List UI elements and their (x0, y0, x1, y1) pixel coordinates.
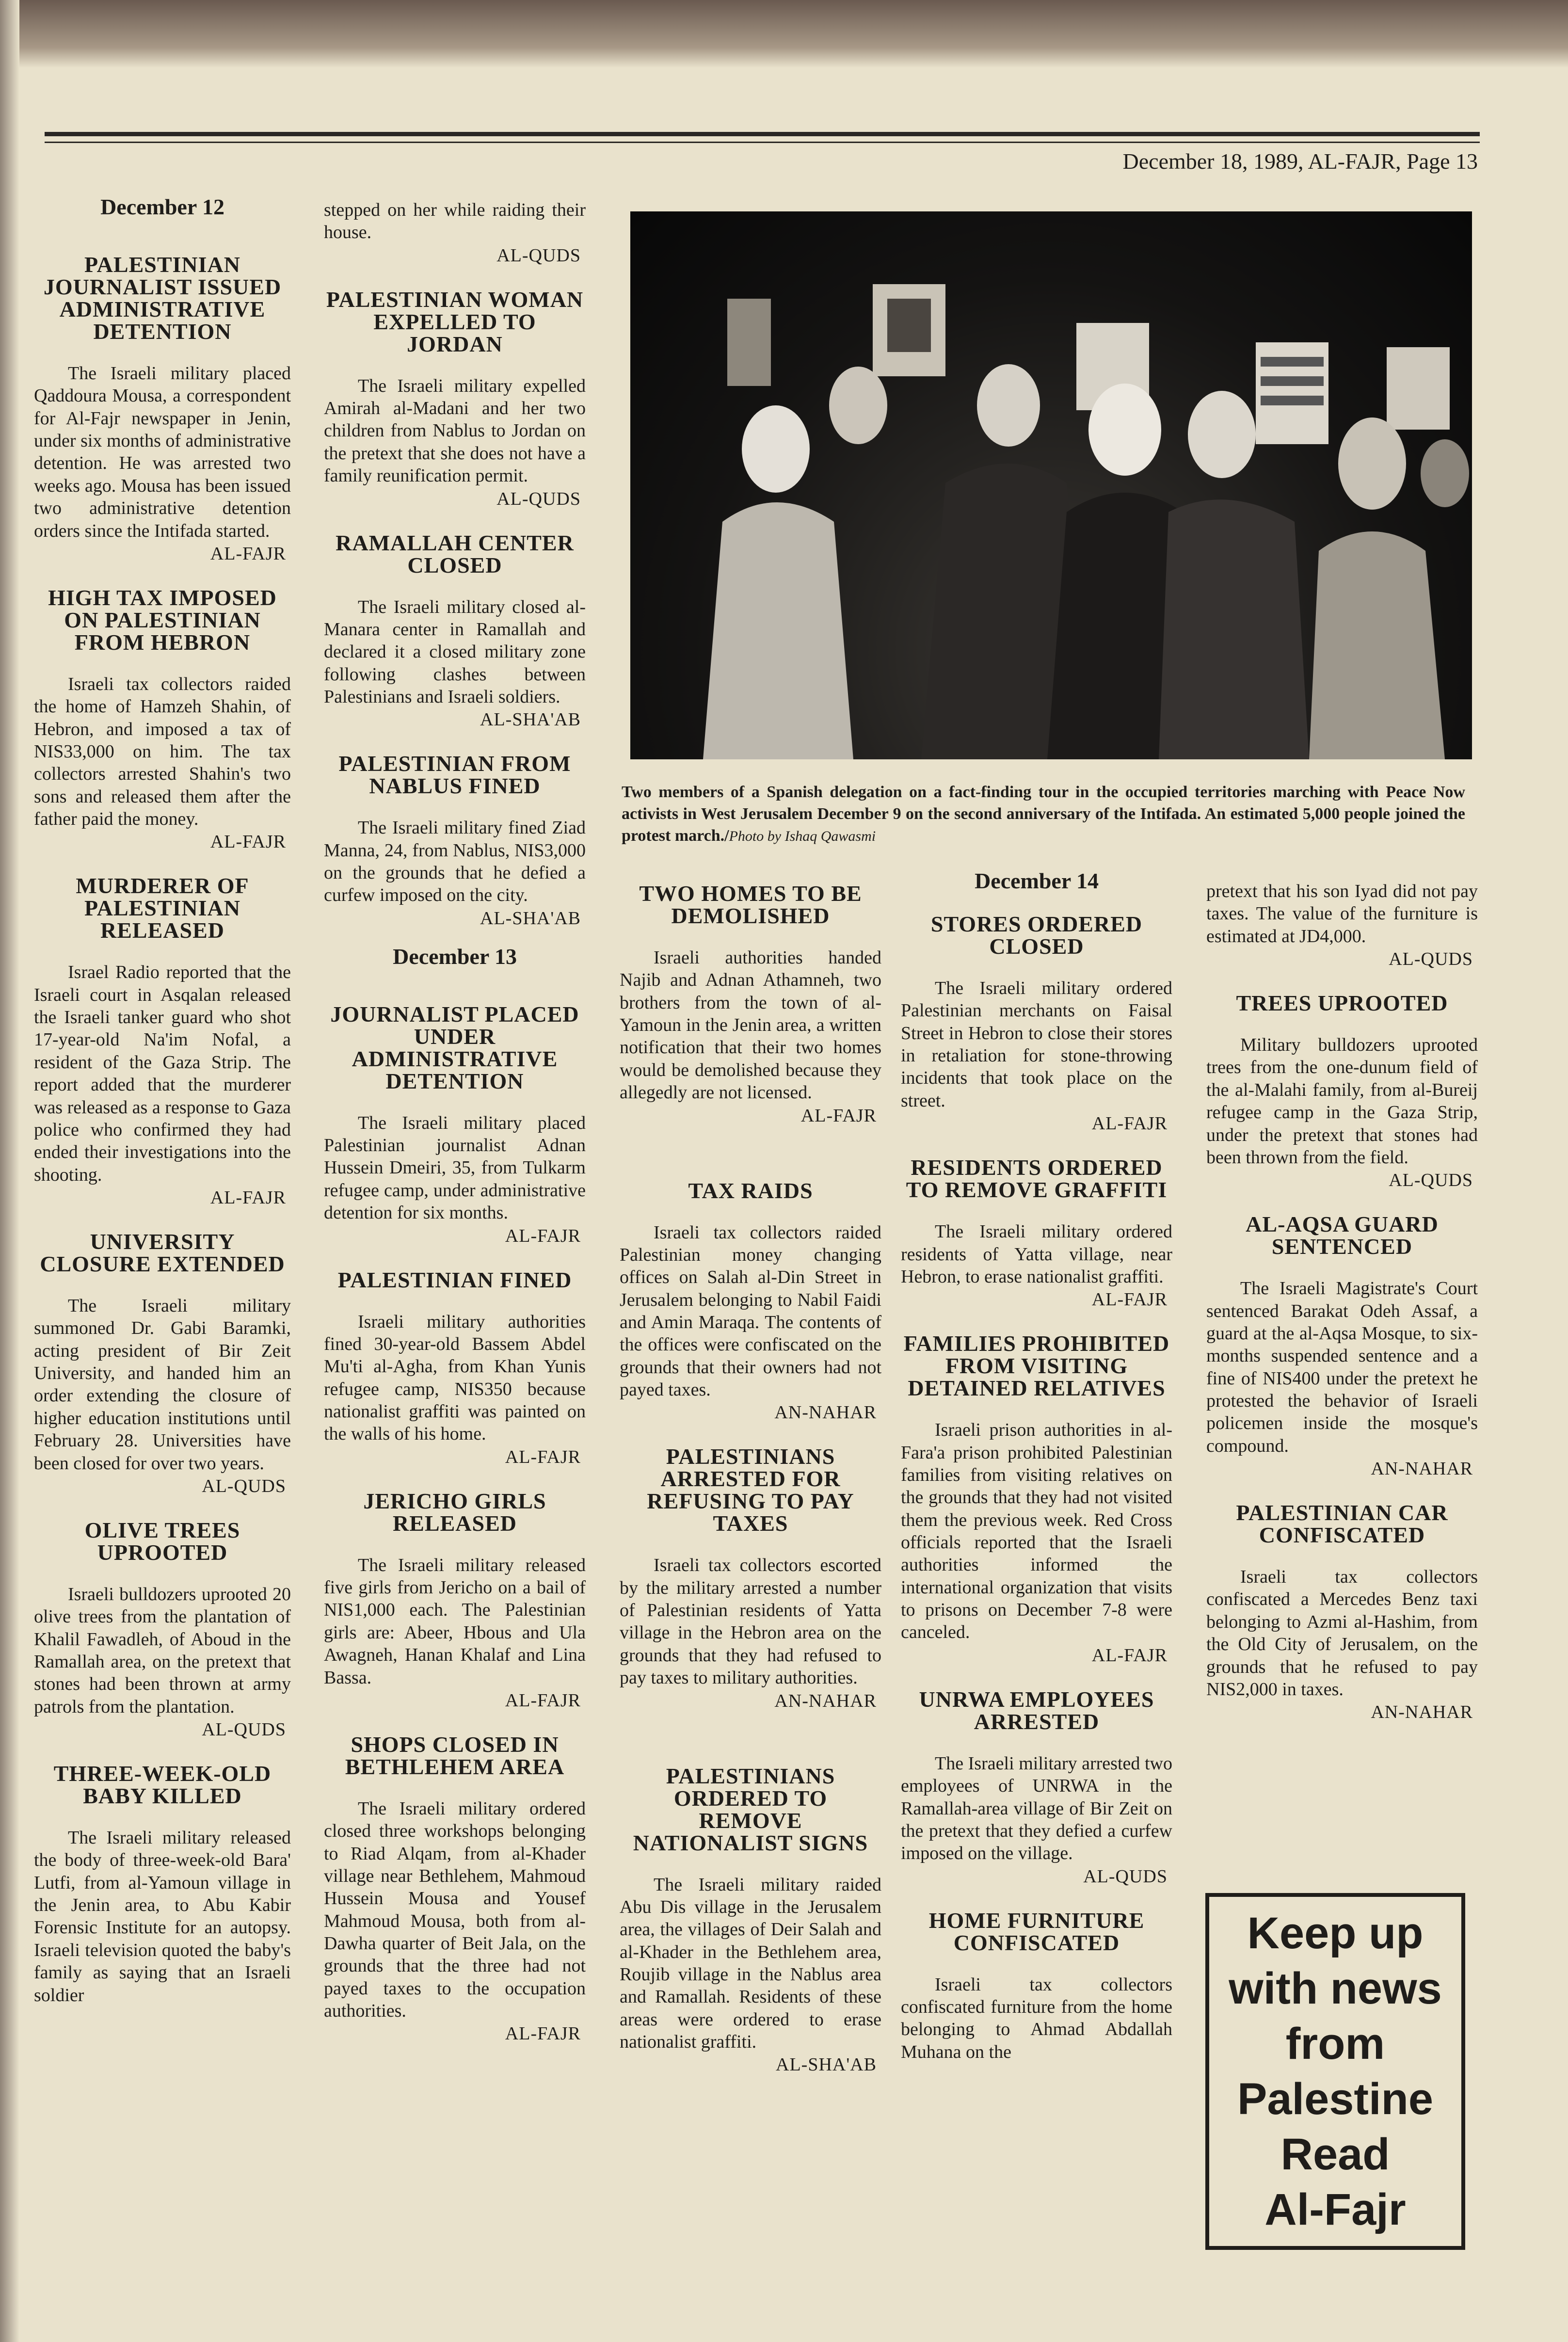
article-source: AL-FAJR (505, 2023, 581, 2044)
headline: HOME FURNITURE CONFISCATED (928, 1908, 1145, 1955)
ad-line: Keep up (1247, 1908, 1424, 1958)
ad-line: Palestine (1237, 2074, 1433, 2124)
article-source: AL-QUDS (1389, 1170, 1473, 1191)
headline: RESIDENTS ORDERED TO REMOVE GRAFFITI (906, 1155, 1168, 1203)
article-body: The Israeli military placed Palestinian journalist Adnan Hussein Dmeiri, 35, from Tulkarm refugee camp, under administrative detention for six months. (324, 1112, 586, 1223)
article-source: AL-FAJR (1091, 1289, 1168, 1310)
article-source: AL-SHA'AB (480, 709, 581, 730)
headline: PALESTINIANS ORDERED TO REMOVE NATIONALIST SIGNS (633, 1763, 868, 1855)
headline: PALESTINIAN CAR CONFISCATED (1236, 1500, 1448, 1548)
article-source: AL-FAJR (505, 1225, 581, 1246)
article-body: The Israeli military raided Abu Dis village in the Jerusalem area, the villages of Deir Salah and al-Khader in the Bethlehem area, Roujib village in the Nablus area and Ramallah. Residents of these areas were ordered to erase nationalist graffiti. (620, 1874, 881, 2053)
ad-line: Read (1280, 2130, 1390, 2180)
section-date: December 13 (393, 944, 517, 969)
page-top-edge (0, 0, 1568, 68)
headline: PALESTINIAN FROM NABLUS FINED (338, 751, 571, 799)
article-source: AL-QUDS (1083, 1866, 1168, 1887)
header-rule (45, 132, 1480, 136)
article-body: Israel Radio reported that the Israeli court in Asqalan released the Israeli tanker guard who shot 17-year-old Na'im Nofal, a resident of the Gaza Strip. The report added that the murderer was released as a response to Gaza police who confirmed they had ended their investigations into the shooting. (34, 962, 291, 1185)
article-body: The Israeli military ordered residents of Yatta village, near Hebron, to erase nationalist graffiti. (901, 1221, 1172, 1287)
al-fajr-ad-box (1205, 1893, 1465, 2250)
headline: AL-AQSA GUARD SENTENCED (1246, 1212, 1439, 1259)
article-body: Israeli military authorities fined 30-year-old Bassem Abdel Mu'ti al-Agha, from Khan Yunis refugee camp, NIS350 because nationalist graffiti was painted on the walls of his home. (324, 1311, 586, 1444)
article-body: Israeli tax collectors confiscated furniture from the home belonging to Ahmad Abdallah Muhana on the (901, 1974, 1172, 2062)
page-left-edge (0, 0, 19, 2342)
article-source: AL-SHA'AB (480, 908, 581, 929)
article-source: AL-SHA'AB (776, 2054, 877, 2075)
headline: UNIVERSITY CLOSURE EXTENDED (40, 1229, 285, 1276)
article-source: AL-QUDS (1389, 949, 1473, 970)
article-source: AL-FAJR (505, 1446, 581, 1467)
headline: TWO HOMES TO BE DEMOLISHED (639, 881, 862, 928)
news-photo (630, 211, 1472, 759)
headline: SHOPS CLOSED IN BETHLEHEM AREA (345, 1732, 565, 1779)
article-body: Israeli tax collectors confiscated a Mercedes Benz taxi belonging to Azmi al-Hashim, from the Old City of Jerusalem, on the grounds that he refused to pay NIS2,000 in taxes. (1206, 1567, 1478, 1700)
column-2 (324, 199, 586, 2049)
article-continuation: stepped on her while raiding their house. (324, 200, 586, 243)
article-source: AL-FAJR (210, 1187, 286, 1208)
person (829, 367, 887, 444)
ad-line: from (1285, 2019, 1385, 2069)
article-body: The Israeli Magistrate's Court sentenced Barakat Odeh Assaf, a guard at the al-Aqsa Mosque, to six-months suspended sentence and a fine of NIS400 under the pretext he protested the behavior of Israeli policemen inside the mosque's compound. (1206, 1278, 1478, 1456)
article-body: The Israeli military placed Qaddoura Mousa, a correspondent for Al-Fajr newspaper in Jenin, under six months of administrative detention. He was arrested two weeks ago. Mousa has been issued two administrative detention orders since the Intifada started. (34, 363, 291, 541)
article-source: AL-FAJR (210, 832, 286, 852)
column-3 (620, 882, 881, 2080)
headline: FAMILIES PROHIBITED FROM VISITING DETAINED RELATIVES (903, 1331, 1170, 1401)
headline: OLIVE TREES UPROOTED (84, 1517, 240, 1565)
person (977, 364, 1040, 447)
protest-march-photo-image (630, 211, 1472, 759)
headline: TREES UPROOTED (1236, 991, 1448, 1016)
article-body: The Israeli military released the body of three-week-old Bara' Lutfi, from al-Yamoun village in the Jenin area, to Abu Kabir Forensic Institute for an autopsy. Israeli television quoted the baby's family as saying that an Israeli soldier (34, 1828, 291, 2005)
article-body: Israeli tax collectors escorted by the military arrested a number of Palestinian residents of Yatta village in the Hebron area on the grounds that they had refused to pay taxes to military authorities. (620, 1555, 881, 1688)
article-source: AL-QUDS (496, 488, 581, 509)
ad-line: with news (1229, 1963, 1442, 2013)
article-source: AL-FAJR (800, 1105, 877, 1126)
article-continuation: pretext that his son Iyad did not pay taxes. The value of the furniture is estimated at JD4,000. (1206, 881, 1478, 946)
article-body: Israeli prison authorities in al-Fara'a prison prohibited Palestinian families from visiting relatives on the grounds that they had not visited them the previous week. Red Cross officials reported that the Israeli authorities informed the international organization that visits to prisons on December 7-8 were canceled. (901, 1420, 1172, 1643)
article-body: The Israeli military released five girls from Jericho on a bail of NIS1,000 each. The Palestinian girls are: Abeer, Hbous and Ula Awagneh, Hanan Khalaf and Lina Bassa. (324, 1555, 586, 1688)
headline: MURDERER OF PALESTINIAN RELEASED (76, 873, 249, 943)
headline: PALESTINIAN JOURNALIST ISSUED ADMINISTRATIVE DETENTION (43, 252, 282, 344)
article-body: The Israeli military summoned Dr. Gabi Baramki, acting president of Bir Zeit University, and handed him an order extending the closure of higher education institutions until February 28. Universities have been closed for over two years. (34, 1295, 291, 1474)
ad-text (1229, 1906, 1442, 2237)
article-body: The Israeli military ordered Palestinian merchants on Faisal Street in Hebron to close their stores in retaliation for stone-throwing incidents that took place on the street. (901, 978, 1172, 1111)
article-source: AL-FAJR (1091, 1113, 1168, 1134)
column-1 (34, 194, 291, 2006)
article-body: The Israeli military arrested two employees of UNRWA in the Ramallah-area village of Bir Zeit on the pretext that they defied a curfew imposed on the village. (901, 1753, 1172, 1864)
article-source: AN-NAHAR (774, 1402, 877, 1423)
headline: TAX RAIDS (688, 1178, 813, 1203)
headline: PALESTINIAN WOMAN EXPELLED TO JORDAN (326, 287, 584, 356)
ad-line: Al-Fajr (1264, 2185, 1406, 2235)
column-5 (1206, 880, 1478, 1728)
page-folio: December 18, 1989, AL-FAJR, Page 13 (1122, 149, 1478, 174)
headline: PALESTINIANS ARRESTED FOR REFUSING TO PAY TAXES (647, 1444, 854, 1536)
article-source: AN-NAHAR (774, 1690, 877, 1711)
article-body: The Israeli military expelled Amirah al-Madani and her two children from Nablus to Jordan on the pretext that she does not have a family reunification permit. (324, 375, 586, 486)
article-body: Military bulldozers uprooted trees from the one-dunum field of the al-Malahi family, from al-Bureij refugee camp in the Gaza Strip, under the pretext that stones had been thrown from the field. (1206, 1035, 1478, 1168)
article-source: AN-NAHAR (1371, 1459, 1473, 1479)
article-source: AL-FAJR (505, 1690, 581, 1711)
article-source: AL-QUDS (202, 1719, 286, 1740)
section-date: December 14 (975, 868, 1099, 893)
caption-text: Two members of a Spanish delegation on a fact-finding tour in the occupied territories marching with Peace Now activists in West Jerusalem December 9 on the second anniversary of the Intifada. An estimated 5,000 people joined the protest march./ (622, 783, 1465, 845)
article-source: AN-NAHAR (1371, 1702, 1473, 1723)
headline: JOURNALIST PLACED UNDER ADMINISTRATIVE DETENTION (330, 1001, 579, 1093)
placard (1387, 347, 1450, 430)
column-4 (901, 868, 1172, 2063)
article-body: Israeli tax collectors raided the home of Hamzeh Shahin, of Hebron, and imposed a tax of NIS33,000 on him. The tax collectors arrested Shahin's two sons and released them after the father paid the money. (34, 674, 291, 830)
photo-caption (622, 782, 1465, 847)
headline: STORES ORDERED CLOSED (930, 912, 1143, 959)
article-body: The Israeli military ordered closed three workshops belonging to Riad Alqam, from al-Khader village near Bethlehem, Mahmoud Hussein Mousa and Yousef Mahmoud Mousa, both from al-Dawha quarter of Beit Jala, on the grounds that the three had not payed taxes to the occupation authorities. (324, 1798, 586, 2021)
article-body: The Israeli military closed al-Manara center in Ramallah and declared it a closed military zone following clashes between Palestinians and Israeli soldiers. (324, 596, 586, 707)
headline: HIGH TAX IMPOSED ON PALESTINIAN FROM HEBRON (48, 585, 277, 655)
headline: RAMALLAH CENTER CLOSED (336, 530, 574, 577)
person (1338, 417, 1406, 510)
article-body: Israeli bulldozers uprooted 20 olive trees from the plantation of Khalil Fawadleh, of Aboud in the Ramallah area, on the pretext that stones had been thrown at army patrols from the plantation. (34, 1584, 291, 1717)
headline: THREE-WEEK-OLD BABY KILLED (53, 1761, 272, 1809)
person (1188, 391, 1256, 478)
headline: JERICHO GIRLS RELEASED (363, 1488, 546, 1536)
headline: UNRWA EMPLOYEES ARRESTED (919, 1686, 1154, 1734)
section-date: December 12 (100, 194, 224, 219)
person (742, 405, 810, 493)
article-source: AL-QUDS (496, 245, 581, 266)
photo-credit: Photo by Ishaq Qawasmi (729, 828, 876, 844)
article-source: AL-QUDS (202, 1476, 286, 1496)
article-body: Israeli authorities handed Najib and Adnan Athamneh, two brothers from the town of al-Yamoun in the Jenin area, a written notification that their two homes would be demolished because they allegedly are not licensed. (620, 947, 881, 1103)
article-body: Israeli tax collectors raided Palestinian money changing offices on Salah al-Din Street in Jerusalem belonging to Nabil Faidi and Amin Maraqa. The contents of the offices were confiscated on the grounds that their owners had not payed taxes. (620, 1222, 881, 1400)
headline: PALESTINIAN FINED (337, 1267, 572, 1292)
header-rule-thin (45, 142, 1480, 143)
person (1088, 384, 1161, 476)
article-source: AL-FAJR (1091, 1645, 1168, 1666)
article-source: AL-FAJR (210, 543, 286, 564)
article-body: The Israeli military fined Ziad Manna, 24, from Nablus, NIS3,000 on the grounds that he defied a curfew imposed on the city. (324, 818, 586, 906)
